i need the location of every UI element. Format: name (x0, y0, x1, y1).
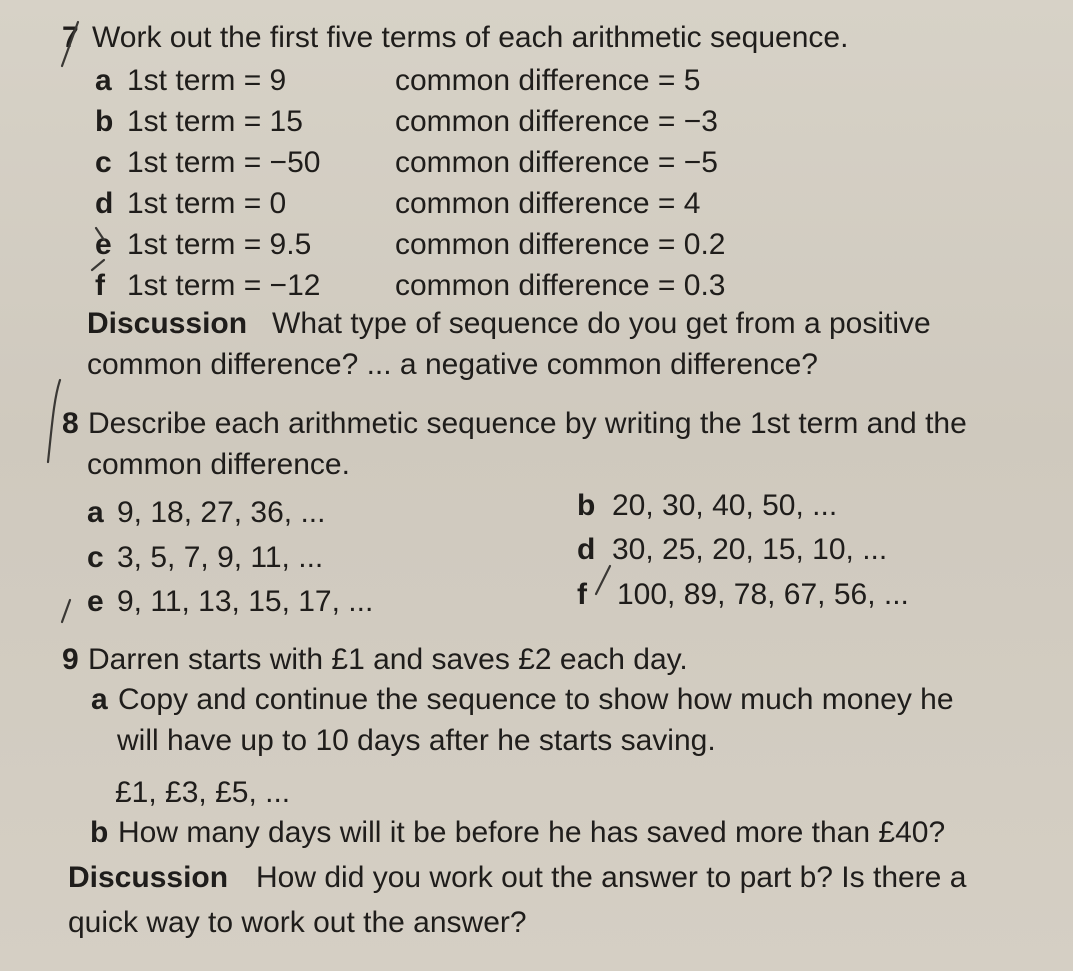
q7-f-first-term: 1st term = −12 (127, 269, 321, 302)
q8-e-label: e (87, 585, 104, 618)
q7-discussion-line2: common difference? ... a negative common difference? (87, 348, 818, 381)
q9-sequence: £1, £3, £5, ... (115, 776, 291, 809)
q7-f-label: f (95, 269, 105, 302)
pencil-stroke-q8f (596, 566, 610, 594)
q7-e-label: e (95, 228, 112, 261)
q9-a-label: a (91, 683, 108, 716)
q9-discussion-label: Discussion (68, 861, 229, 894)
q9-a-line2: will have up to 10 days after he starts saving. (117, 724, 716, 757)
q9-discussion-line2: quick way to work out the answer? (68, 906, 527, 939)
q7-number: 7 (62, 21, 79, 54)
q7-d-label: d (95, 187, 114, 220)
pencil-stroke-q8 (48, 380, 60, 462)
q7-discussion-label: Discussion (87, 307, 248, 340)
q9-b-label: b (90, 816, 109, 849)
q7-b-difference: common difference = −3 (395, 105, 718, 138)
q8-e-sequence: 9, 11, 13, 15, 17, ... (117, 585, 374, 618)
q7-c-difference: common difference = −5 (395, 146, 718, 179)
q7-e-first-term: 1st term = 9.5 (127, 228, 312, 261)
q7-prompt: Work out the first five terms of each arithmetic sequence. (92, 21, 849, 54)
q9-prompt: Darren starts with £1 and saves £2 each day. (88, 643, 688, 676)
q8-b-label: b (577, 489, 596, 522)
q8-number: 8 (62, 407, 79, 440)
q7-discussion-line1: What type of sequence do you get from a positive (272, 307, 931, 340)
q7-b-label: b (95, 105, 114, 138)
q8-prompt-line1: Describe each arithmetic sequence by writing the 1st term and the (88, 407, 967, 440)
q8-f-sequence: 100, 89, 78, 67, 56, ... (617, 578, 909, 611)
q7-d-first-term: 1st term = 0 (127, 187, 287, 220)
q8-d-label: d (577, 533, 596, 566)
q8-a-label: a (87, 496, 104, 529)
q7-a-first-term: 1st term = 9 (127, 64, 287, 97)
q8-c-label: c (87, 541, 104, 574)
q7-c-first-term: 1st term = −50 (127, 146, 321, 179)
q7-b-first-term: 1st term = 15 (127, 105, 303, 138)
q8-a-sequence: 9, 18, 27, 36, ... (117, 496, 326, 529)
q8-c-sequence: 3, 5, 7, 9, 11, ... (117, 541, 324, 574)
q8-b-sequence: 20, 30, 40, 50, ... (612, 489, 838, 522)
q9-b-question: How many days will it be before he has saved more than £40? (118, 816, 946, 849)
q7-e-difference: common difference = 0.2 (395, 228, 726, 261)
q9-number: 9 (62, 643, 79, 676)
pencil-tick-q8e (62, 600, 70, 622)
q7-d-difference: common difference = 4 (395, 187, 701, 220)
q8-prompt-line2: common difference. (87, 448, 350, 481)
q9-discussion-line1: How did you work out the answer to part b? Is there a (256, 861, 967, 894)
q8-f-label: f (577, 578, 587, 611)
q9-a-line1: Copy and continue the sequence to show how much money he (118, 683, 954, 716)
q7-a-difference: common difference = 5 (395, 64, 701, 97)
q7-c-label: c (95, 146, 112, 179)
q7-f-difference: common difference = 0.3 (395, 269, 726, 302)
q8-d-sequence: 30, 25, 20, 15, 10, ... (612, 533, 888, 566)
q7-a-label: a (95, 64, 112, 97)
